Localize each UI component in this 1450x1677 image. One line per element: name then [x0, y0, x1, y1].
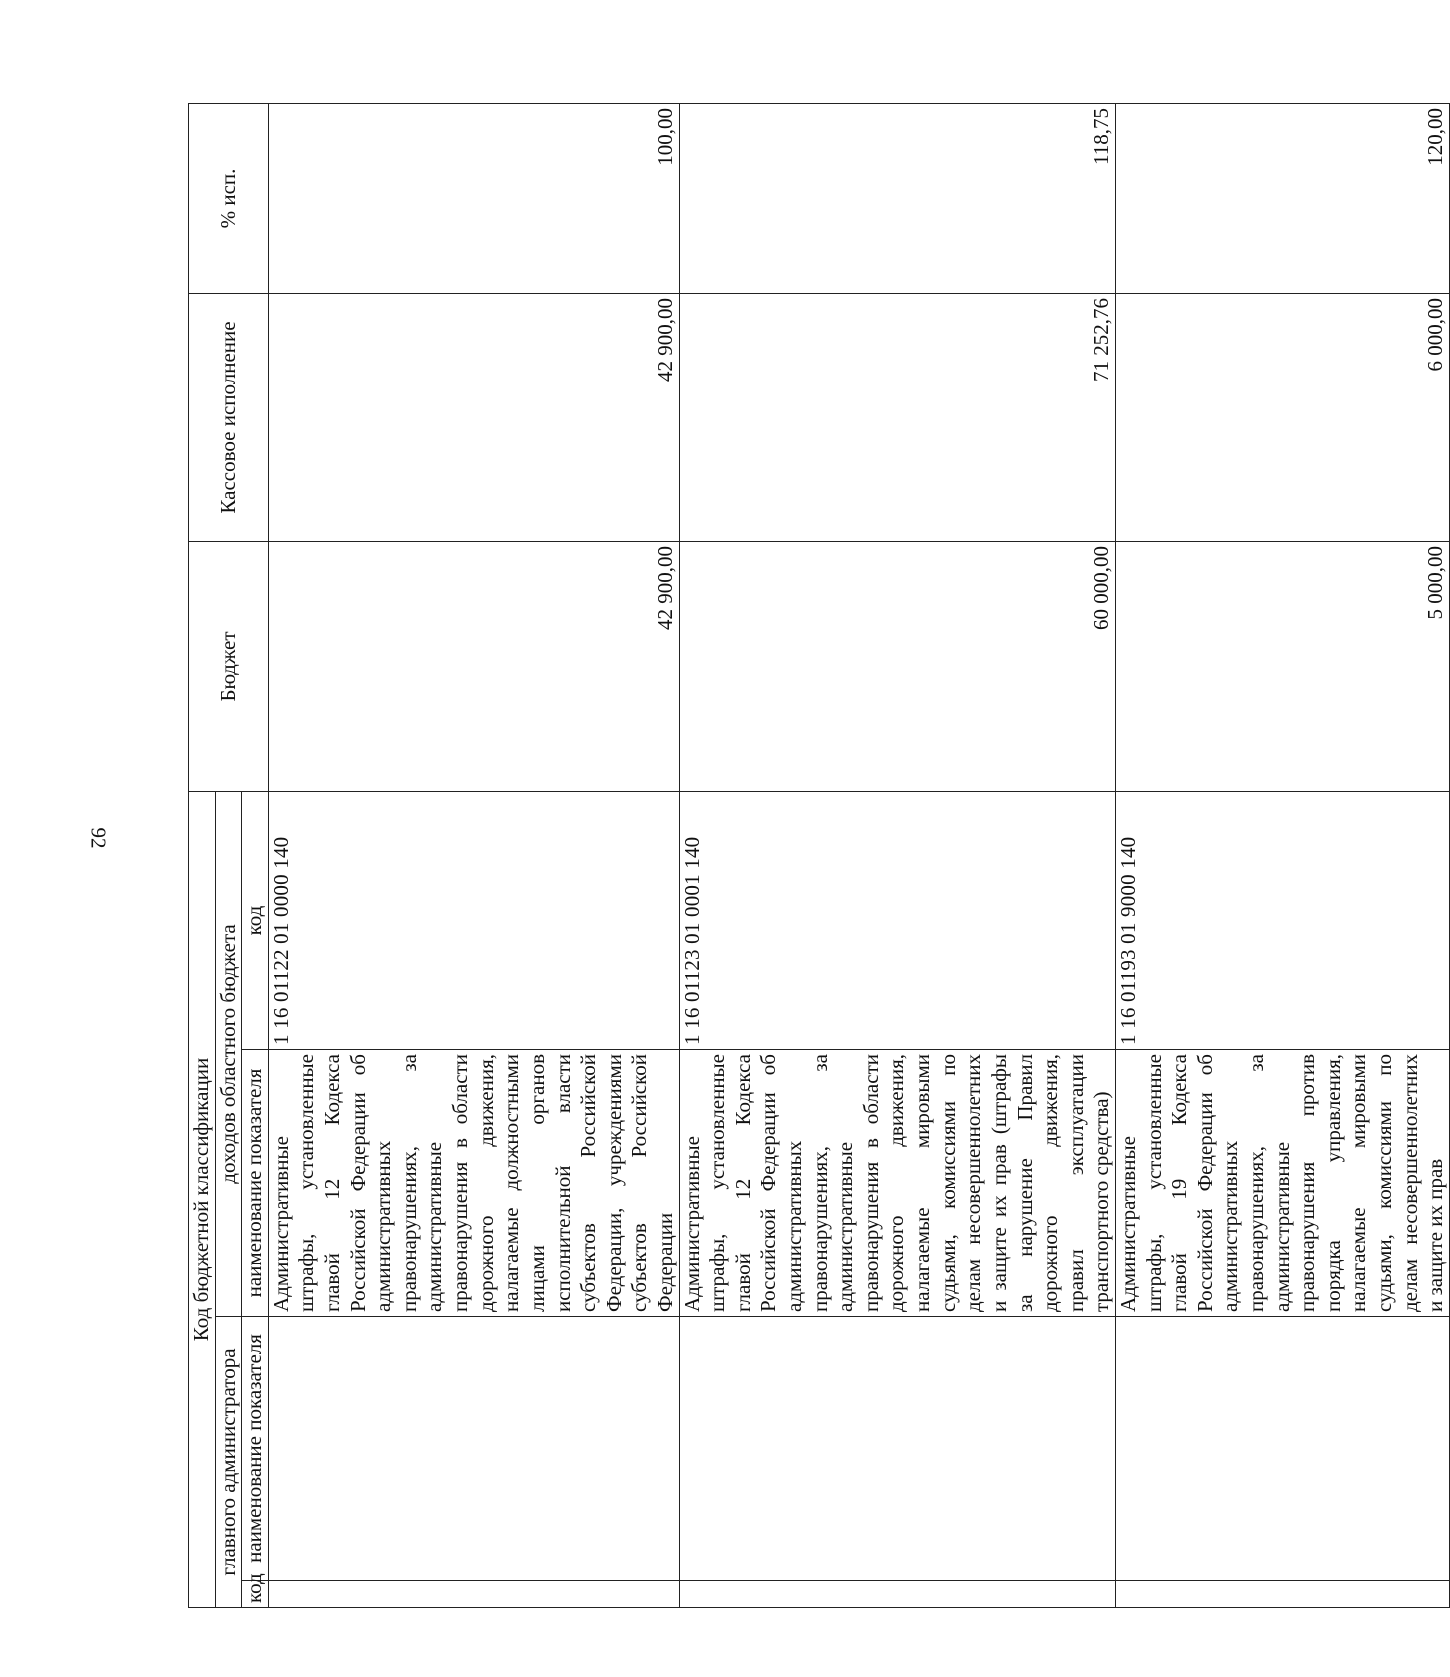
budget-cell: 5 000,00	[1115, 541, 1449, 791]
header-income-kod: код	[242, 791, 269, 1049]
admin-name-cell	[1115, 1317, 1449, 1581]
table-row	[1115, 103, 1449, 1607]
table-row	[268, 103, 679, 1607]
execution-cell: 6 000,00	[1115, 293, 1449, 541]
percent-cell: 118,75	[679, 103, 1115, 293]
header-admin-group: главного администратора	[215, 1317, 242, 1608]
indicator-name-cell: Административные штрафы, установленные главой 12 Кодекса Российской Федерации об административных правонарушениях, за административные правонарушения в области дорожного движения, налагаемые мировыми судьями, комиссиями по делам несовершеннолетних и защите их прав (штрафы за нарушение Правил дорожного движения, правил эксплуатации транспортного средства)	[679, 1050, 1115, 1317]
admin-kod-cell	[679, 1581, 1115, 1608]
table-header	[189, 103, 269, 1607]
indicator-name-cell: Административные штрафы, установленные главой 19 Кодекса Российской Федерации об административных правонарушениях, за административные правонарушения против порядка управления, налагаемые мировыми судьями, комиссиями по делам несовершеннолетних и защите их прав	[1115, 1050, 1449, 1317]
header-budget: Бюджет	[189, 541, 269, 791]
income-code-cell: 1 16 01193 01 9000 140	[1115, 791, 1449, 1049]
admin-name-cell	[268, 1317, 679, 1581]
header-income-group: доходов областного бюджета	[215, 791, 242, 1316]
income-code-cell: 1 16 01123 01 0001 140	[679, 791, 1115, 1049]
header-classification-title: Код бюджетной классификации	[189, 791, 216, 1607]
income-code-cell: 1 16 01122 01 0000 140	[268, 791, 679, 1049]
execution-cell: 71 252,76	[679, 293, 1115, 541]
budget-income-table	[188, 103, 1450, 1608]
admin-name-cell	[679, 1317, 1115, 1581]
percent-cell: 120,00	[1115, 103, 1449, 293]
rotated-page-content	[188, 104, 1448, 1608]
table-row	[679, 103, 1115, 1607]
page-number: 92	[86, 827, 111, 849]
header-execution: Кассовое исполнение	[189, 293, 269, 541]
percent-cell: 100,00	[268, 103, 679, 293]
header-income-indicator-name: наименование показателя	[242, 1050, 269, 1317]
budget-cell: 60 000,00	[679, 541, 1115, 791]
header-percent: % исп.	[189, 103, 269, 293]
admin-kod-cell	[1115, 1581, 1449, 1608]
execution-cell: 42 900,00	[268, 293, 679, 541]
header-admin-indicator-name: наименование показателя	[242, 1317, 269, 1581]
budget-cell: 42 900,00	[268, 541, 679, 791]
header-admin-kod: код	[242, 1581, 269, 1608]
admin-kod-cell	[268, 1581, 679, 1608]
indicator-name-cell: Административные штрафы, установленные главой 12 Кодекса Российской Федерации об административных правонарушениях, за административные правонарушения в области дорожного движения, налагаемые должностными лицами органов исполнительной власти субъектов Российской Федерации, учреждениями субъектов Российской Федерации	[268, 1050, 679, 1317]
